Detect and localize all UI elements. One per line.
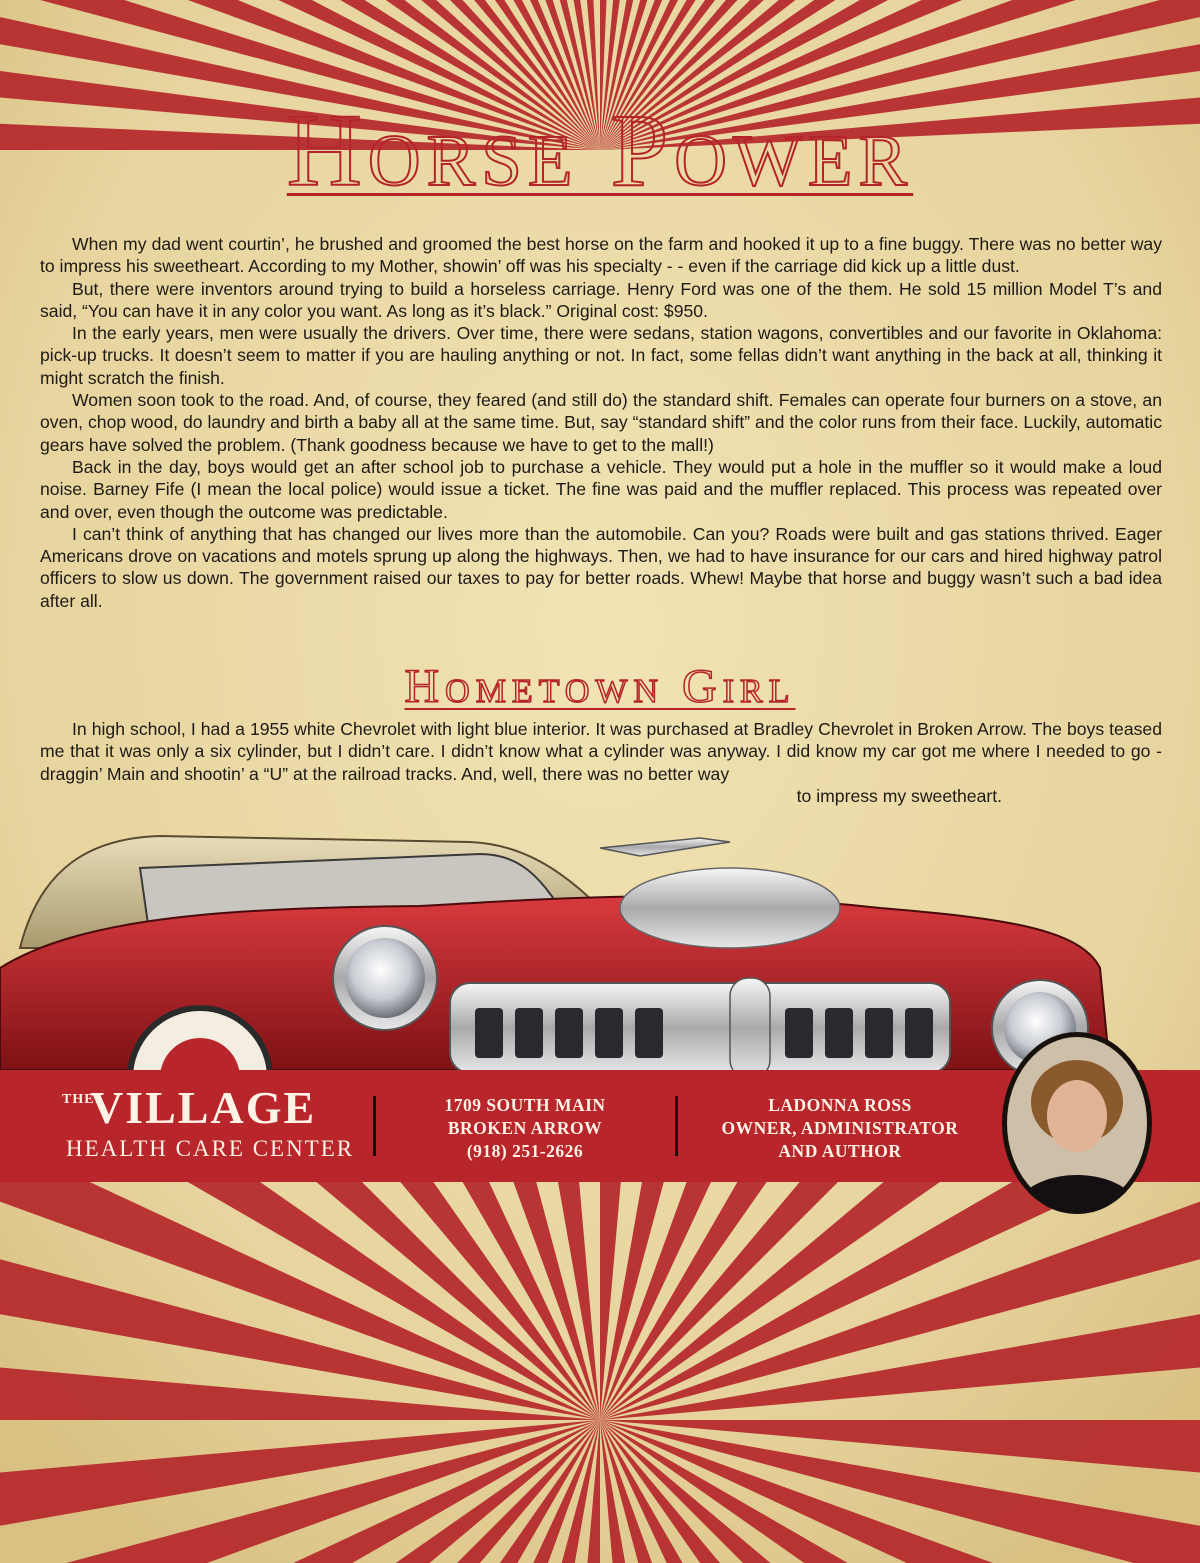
author-portrait-image <box>1002 1032 1152 1214</box>
page-title: Horse Power <box>286 93 914 208</box>
author-name: LADONNA ROSS <box>768 1095 912 1115</box>
section-subtitle: Hometown Girl <box>404 660 796 713</box>
author-block <box>700 1094 980 1163</box>
article-paragraph: In the early years, men were usually the drivers. Over time, there were sedans, station wagons, convertibles and our favorite in Oklahoma: pick-up trucks. It doesn’t seem to matter if you are hauling anything or not. In fact, some fellas didn’t want anything in the back at all, thinking it might scratch the finish. <box>40 323 1162 388</box>
sidebar-closing-line: to impress my sweetheart. <box>796 785 1002 806</box>
article-paragraph: Back in the day, boys would get an after school job to purchase a vehicle. They would put a hole in the muffler so it would make a loud noise. Barney Fife (I mean the local police) would issue a ticket. The fine was paid and the muffler replaced. This process was repeated over and over, even though the outcome was predictable. <box>40 456 1162 522</box>
address-city: BROKEN ARROW <box>447 1118 603 1138</box>
author-role-2: AND AUTHOR <box>778 1141 902 1161</box>
author-role: OWNER, ADMINISTRATOR <box>721 1118 959 1138</box>
article-paragraph: I can’t think of anything that has changed our lives more than the automobile. Can you? Roads were built and gas stations thrived. Eager Americans drove on vacations and motels sprung up along the highways. Then, we had to have insurance for our cars and hired highway patrol officers to slow us down. The government raised our taxes to pay for better roads. Whew! Maybe that horse and buggy wasn’t such a bad idea after all. <box>40 523 1162 611</box>
sidebar-paragraph: In high school, I had a 1955 white Chevrolet with light blue interior. It was purchased at Bradley Chevrolet in Broken Arrow. The boys teased me that it was only a six cylinder, but I didn’t care. I didn’t know what a cylinder was anyway. I did know my car got me where I needed to go - draggin’ Main and shootin’ a “U” at the railroad tracks. And, well, there was no better way <box>40 719 1162 784</box>
address-street: 1709 SOUTH MAIN <box>444 1095 606 1115</box>
logo-the: THE <box>62 1092 95 1107</box>
vintage-car-illustration <box>0 828 1200 1078</box>
logo-name: VILLAGE <box>90 1082 317 1133</box>
sidebar-article <box>40 718 1162 807</box>
article-paragraph: When my dad went courtin’, he brushed and groomed the best horse on the farm and hooked it up to a fine buggy. There was no better way to impress his sweetheart. According to my Mother, showin’ off was his specialty - - even if the carriage did kick up a little dust. <box>40 234 1162 277</box>
main-article <box>40 233 1162 612</box>
address-block <box>395 1094 655 1163</box>
footer-divider <box>373 1096 376 1156</box>
author-portrait <box>1002 1032 1152 1214</box>
address-phone: (918) 251-2626 <box>466 1141 584 1161</box>
article-paragraph: Women soon took to the road. And, of course, they feared (and still do) the standard shift. Females can operate four burners on a stove, an oven, chop wood, do laundry and birth a baby all at the same time. But, say “standard shift” and the color runs from their face. Luckily, automatic gears have solved the problem. (Thank goodness because we have to get to the mall!) <box>40 390 1162 455</box>
logo-subtitle: HEALTH CARE CENTER <box>66 1136 355 1161</box>
footer-divider <box>675 1096 678 1156</box>
article-paragraph: But, there were inventors around trying to build a horseless carriage. Henry Ford was one of the them. He sold 15 million Model T’s and said, “You can have it in any color you want. As long as it’s black.” Original cost: $950. <box>40 278 1162 321</box>
